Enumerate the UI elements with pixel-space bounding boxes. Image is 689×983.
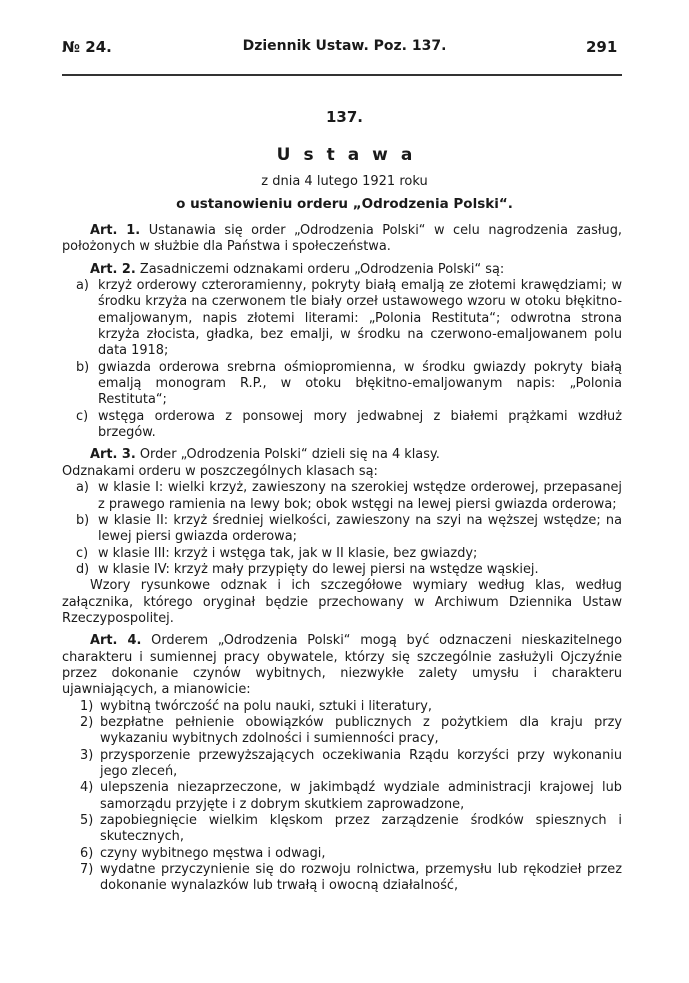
item-label: b) — [76, 512, 90, 528]
item-text: wstęga orderowa z ponsowej mory jedwabnej z białemi prążkami wzdłuż brzegów. — [98, 408, 622, 441]
list-item — [62, 846, 622, 862]
article-1 — [62, 223, 622, 256]
item-text: zapobiegnięcie wielkim klęskom przez zarządzenie środków spiesznych i skutecznych, — [100, 813, 622, 845]
list-item — [62, 562, 622, 578]
list-item — [62, 409, 622, 442]
item-text: wybitną twórczość na polu nauki, sztuki i literatury, — [100, 698, 432, 714]
list-item — [62, 862, 622, 895]
item-label: 3) — [80, 747, 94, 763]
item-label: c) — [76, 545, 89, 561]
list-item — [62, 546, 622, 562]
item-label: 7) — [80, 862, 94, 878]
list-item — [62, 699, 622, 715]
page-number: 291 — [586, 38, 618, 56]
act-subject: o ustanowieniu orderu „Odrodzenia Polski“. — [176, 196, 513, 212]
article-text: Order „Odrodzenia Polski“ dzieli się na 4 klasy. — [139, 447, 440, 463]
item-label: 1) — [80, 698, 94, 714]
article-2 — [62, 262, 622, 278]
list-item — [62, 715, 622, 748]
article-label: Art. 3. — [90, 447, 136, 463]
item-text: ulepszenia niezaprzeczone, w jakimbądź wydziale administracji krajowej lub samorządu przyjęte i z dobrym skutkiem zaprowadzone, — [100, 780, 622, 812]
item-label: d) — [76, 561, 90, 577]
article-label: Art. 1. — [90, 223, 141, 238]
article-text: Orderem „Odrodzenia Polski“ mogą być odznaczeni nieskazitelnego charakteru i sumiennej pracy obywatele, którzy się szczególnie zasłużyli Ojczyźnie przez dokonanie czynów wybitnych, niezwykłe zalety umysłu i charakteru ujawniających, a mianowicie: — [62, 633, 622, 698]
item-label: b) — [76, 359, 90, 375]
item-text: przysporzenie przewyższających oczekiwania Rządu korzyści przy wykonaniu jego zleceń, — [100, 747, 622, 779]
item-label: a) — [76, 278, 89, 294]
item-text: bezpłatne pełnienie obowiązków publicznych z pożytkiem dla kraju przy wykazaniu wybitnych zdolności i sumienności pracy, — [100, 714, 622, 747]
item-label: 4) — [80, 780, 94, 796]
position-number: 137. — [325, 108, 363, 126]
article-4 — [62, 633, 622, 698]
item-label: c) — [76, 408, 89, 424]
article-3 — [62, 447, 622, 463]
item-text: w klasie II: krzyż średniej wielkości, zawieszony na szyi na węższej wstędze; na lewej piersi gwiazda orderowa; — [98, 512, 622, 545]
list-item — [62, 813, 622, 846]
item-label: 2) — [80, 714, 94, 730]
list-item — [62, 360, 622, 409]
article-text: Ustanawia się order „Odrodzenia Polski“ w celu nagrodzenia zasług, położonych w służbie dla Państwa i społeczeństwa. — [62, 223, 623, 255]
item-text: krzyż orderowy czteroramienny, pokryty białą emalją ze złotemi krawędziami; w środku krzyża na czerwonem tle biały orzeł ustawowego wzoru w otoku błękitno-emaljowanym, napis złotemi literami: „Polonia Restituta“; odwrotna strona krzyża złocista, gładka, bez emalji, w środku na czerwono-emaljowanem polu data 1918; — [98, 278, 622, 359]
item-text: czyny wybitnego męstwa i odwagi, — [100, 845, 326, 861]
item-text: wydatne przyczynienie się do rozwoju rolnictwa, przemysłu lub rękodzieł przez dokonanie wynalazków lub trwałą i owocną działalność, — [100, 862, 622, 894]
article-3-intro: Odznakami orderu w poszczególnych klasach są: — [62, 463, 378, 479]
article-label: Art. 4. — [90, 633, 142, 649]
act-title: Ustawa — [276, 145, 426, 165]
item-label: a) — [76, 480, 89, 496]
item-label: 5) — [80, 813, 94, 829]
act-date: z dnia 4 lutego 1921 roku — [261, 174, 428, 189]
article-text: Zasadniczemi odznakami orderu „Odrodzenia Polski“ są: — [139, 261, 505, 277]
article-3-closing: Wzory rysunkowe odznak i ich szczegółowe wymiary według klas, według załącznika, którego oryginał będzie przechowany w Archiwum Dziennika Ustaw Rzeczypospolitej. — [62, 578, 622, 626]
item-text: w klasie III: krzyż i wstęga tak, jak w II klasie, bez gwiazdy; — [98, 545, 478, 561]
item-text: w klasie I: wielki krzyż, zawieszony na szerokiej wstędze orderowej, przepasanej z prawego ramienia na lewy bok; obok wstęgi na lewej piersi gwiazda orderowa; — [98, 480, 622, 512]
item-text: w klasie IV: krzyż mały przypięty do lewej piersi na wstędze wąskiej. — [98, 561, 539, 577]
item-label: 6) — [80, 845, 94, 861]
list-item — [62, 780, 622, 813]
act-body — [62, 223, 622, 895]
list-item — [62, 480, 622, 513]
header-rule — [62, 74, 622, 76]
running-header-issue: № 24. — [62, 38, 112, 56]
list-item — [62, 278, 622, 360]
running-header-journal: Dziennik Ustaw. Poz. 137. — [242, 38, 447, 54]
list-item — [62, 513, 622, 546]
item-text: gwiazda orderowa srebrna ośmiopromienna, w środku gwiazdy pokryty białą emalją monogram R.P., w otoku błękitno-emaljowanym napis: „Polonia Restituta“; — [98, 359, 622, 408]
list-item — [62, 748, 622, 781]
article-label: Art. 2. — [90, 261, 136, 277]
